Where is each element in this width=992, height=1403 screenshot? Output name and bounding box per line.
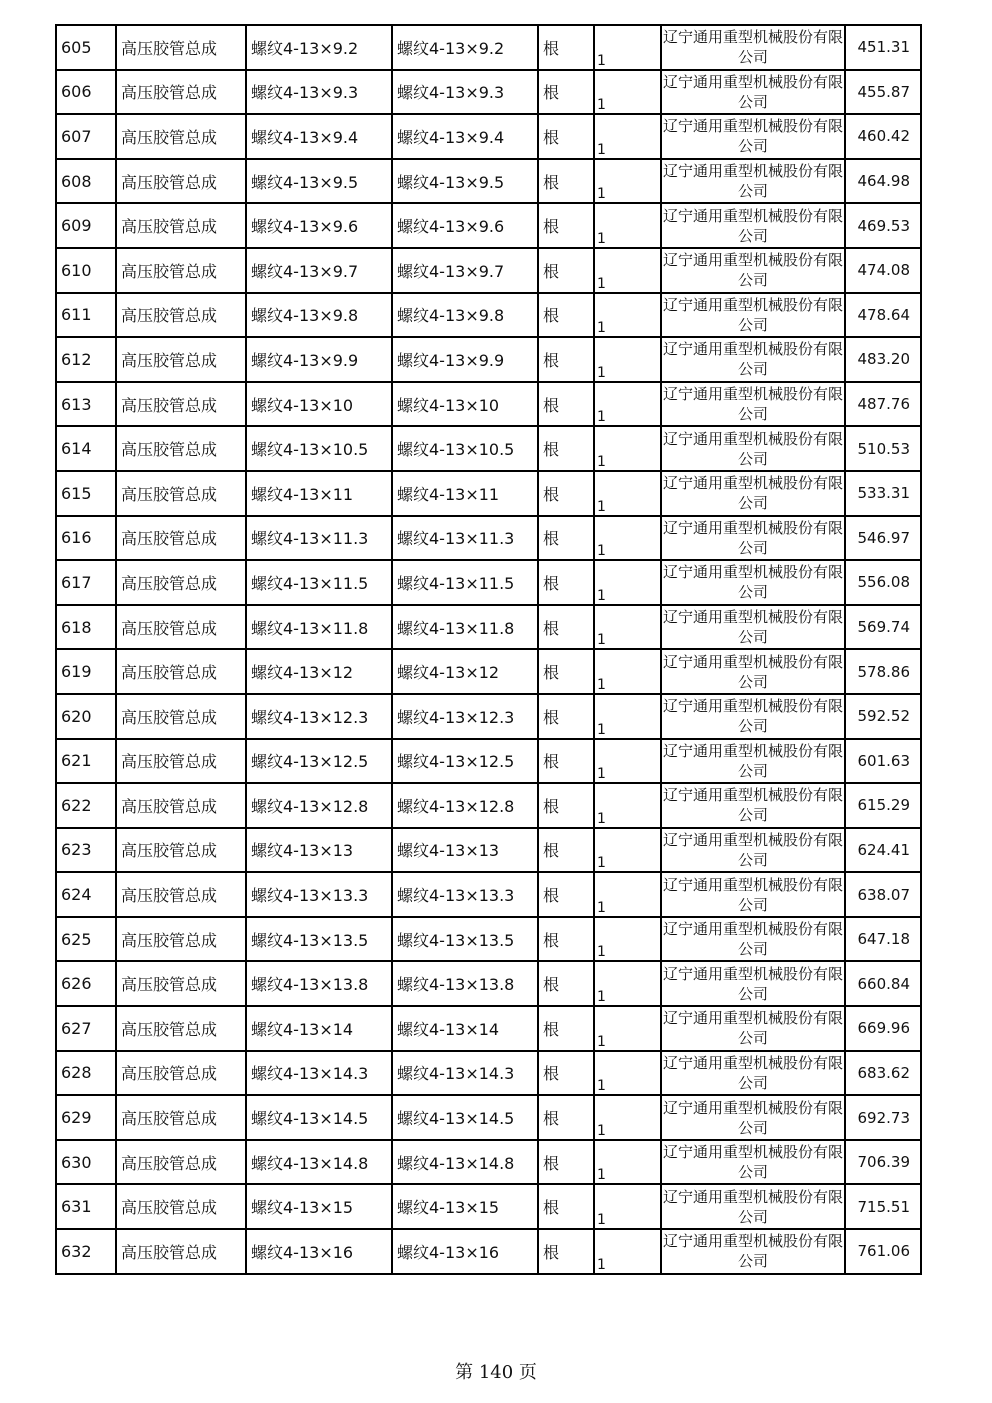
item-quantity: 1: [594, 1184, 661, 1229]
item-name: 高压胶管总成: [116, 426, 246, 471]
item-price: 487.76: [845, 382, 921, 427]
item-quantity: 1: [594, 516, 661, 561]
item-name: 高压胶管总成: [116, 872, 246, 917]
item-name: 高压胶管总成: [116, 337, 246, 382]
item-name: 高压胶管总成: [116, 961, 246, 1006]
item-name: 高压胶管总成: [116, 649, 246, 694]
item-number: 618: [56, 605, 116, 650]
item-model: 螺纹4-13×13.8: [392, 961, 538, 1006]
table-row: [56, 1095, 921, 1140]
table-row: [56, 872, 921, 917]
item-price: 474.08: [845, 248, 921, 293]
item-model: 螺纹4-13×12.3: [392, 694, 538, 739]
item-spec: 螺纹4-13×9.9: [246, 337, 392, 382]
item-name: 高压胶管总成: [116, 1006, 246, 1051]
table-row: [56, 1051, 921, 1096]
item-name: 高压胶管总成: [116, 471, 246, 516]
item-model: 螺纹4-13×13.5: [392, 917, 538, 962]
item-spec: 螺纹4-13×9.2: [246, 25, 392, 70]
item-manufacturer: 辽宁通用重型机械股份有限公司: [661, 293, 845, 338]
item-unit: 根: [538, 471, 594, 516]
item-price: 660.84: [845, 961, 921, 1006]
item-number: 605: [56, 25, 116, 70]
item-quantity: 1: [594, 1229, 661, 1274]
item-model: 螺纹4-13×9.3: [392, 70, 538, 115]
item-number: 620: [56, 694, 116, 739]
item-manufacturer: 辽宁通用重型机械股份有限公司: [661, 114, 845, 159]
item-price: 647.18: [845, 917, 921, 962]
item-spec: 螺纹4-13×9.3: [246, 70, 392, 115]
item-number: 629: [56, 1095, 116, 1140]
item-number: 607: [56, 114, 116, 159]
item-name: 高压胶管总成: [116, 783, 246, 828]
item-quantity: 1: [594, 605, 661, 650]
item-price: 601.63: [845, 739, 921, 784]
item-model: 螺纹4-13×12.5: [392, 739, 538, 784]
item-unit: 根: [538, 159, 594, 204]
table-row: [56, 739, 921, 784]
item-unit: 根: [538, 426, 594, 471]
table-body: [56, 25, 921, 1274]
item-number: 609: [56, 203, 116, 248]
item-name: 高压胶管总成: [116, 1095, 246, 1140]
item-quantity: 1: [594, 1006, 661, 1051]
item-manufacturer: 辽宁通用重型机械股份有限公司: [661, 872, 845, 917]
table-row: [56, 1140, 921, 1185]
item-price: 451.31: [845, 25, 921, 70]
item-number: 628: [56, 1051, 116, 1096]
item-quantity: 1: [594, 828, 661, 873]
item-price: 460.42: [845, 114, 921, 159]
item-spec: 螺纹4-13×10.5: [246, 426, 392, 471]
item-price: 669.96: [845, 1006, 921, 1051]
page-number: 第 140 页: [455, 1362, 537, 1383]
item-unit: 根: [538, 293, 594, 338]
table-row: [56, 203, 921, 248]
table-row: [56, 382, 921, 427]
item-model: 螺纹4-13×11.3: [392, 516, 538, 561]
item-unit: 根: [538, 739, 594, 784]
item-name: 高压胶管总成: [116, 159, 246, 204]
item-price: 683.62: [845, 1051, 921, 1096]
item-model: 螺纹4-13×9.8: [392, 293, 538, 338]
item-quantity: 1: [594, 917, 661, 962]
item-model: 螺纹4-13×14: [392, 1006, 538, 1051]
item-manufacturer: 辽宁通用重型机械股份有限公司: [661, 1051, 845, 1096]
item-manufacturer: 辽宁通用重型机械股份有限公司: [661, 159, 845, 204]
item-name: 高压胶管总成: [116, 694, 246, 739]
item-name: 高压胶管总成: [116, 114, 246, 159]
item-quantity: 1: [594, 1095, 661, 1140]
item-quantity: 1: [594, 560, 661, 605]
item-spec: 螺纹4-13×14.8: [246, 1140, 392, 1185]
item-unit: 根: [538, 1140, 594, 1185]
item-manufacturer: 辽宁通用重型机械股份有限公司: [661, 560, 845, 605]
item-spec: 螺纹4-13×9.6: [246, 203, 392, 248]
item-number: 612: [56, 337, 116, 382]
item-unit: 根: [538, 382, 594, 427]
item-manufacturer: 辽宁通用重型机械股份有限公司: [661, 426, 845, 471]
item-manufacturer: 辽宁通用重型机械股份有限公司: [661, 694, 845, 739]
item-quantity: 1: [594, 961, 661, 1006]
item-price: 546.97: [845, 516, 921, 561]
item-model: 螺纹4-13×10: [392, 382, 538, 427]
item-name: 高压胶管总成: [116, 739, 246, 784]
price-table: [55, 24, 922, 1275]
item-unit: 根: [538, 828, 594, 873]
item-spec: 螺纹4-13×11.8: [246, 605, 392, 650]
item-model: 螺纹4-13×9.7: [392, 248, 538, 293]
item-number: 625: [56, 917, 116, 962]
item-spec: 螺纹4-13×14.3: [246, 1051, 392, 1096]
item-price: 592.52: [845, 694, 921, 739]
item-spec: 螺纹4-13×16: [246, 1229, 392, 1274]
item-spec: 螺纹4-13×14.5: [246, 1095, 392, 1140]
item-number: 626: [56, 961, 116, 1006]
item-number: 614: [56, 426, 116, 471]
item-price: 483.20: [845, 337, 921, 382]
item-number: 610: [56, 248, 116, 293]
item-price: 638.07: [845, 872, 921, 917]
item-quantity: 1: [594, 159, 661, 204]
item-spec: 螺纹4-13×12.8: [246, 783, 392, 828]
table-row: [56, 248, 921, 293]
table-row: [56, 961, 921, 1006]
item-spec: 螺纹4-13×12: [246, 649, 392, 694]
item-spec: 螺纹4-13×13: [246, 828, 392, 873]
table-row: [56, 694, 921, 739]
item-price: 556.08: [845, 560, 921, 605]
item-spec: 螺纹4-13×9.5: [246, 159, 392, 204]
item-quantity: 1: [594, 783, 661, 828]
item-spec: 螺纹4-13×13.3: [246, 872, 392, 917]
item-price: 624.41: [845, 828, 921, 873]
item-name: 高压胶管总成: [116, 917, 246, 962]
item-number: 627: [56, 1006, 116, 1051]
item-quantity: 1: [594, 694, 661, 739]
item-quantity: 1: [594, 649, 661, 694]
item-model: 螺纹4-13×13: [392, 828, 538, 873]
table-row: [56, 471, 921, 516]
item-unit: 根: [538, 248, 594, 293]
item-unit: 根: [538, 516, 594, 561]
item-name: 高压胶管总成: [116, 1140, 246, 1185]
table-row: [56, 426, 921, 471]
item-quantity: 1: [594, 382, 661, 427]
item-price: 692.73: [845, 1095, 921, 1140]
item-manufacturer: 辽宁通用重型机械股份有限公司: [661, 739, 845, 784]
item-model: 螺纹4-13×11: [392, 471, 538, 516]
item-spec: 螺纹4-13×14: [246, 1006, 392, 1051]
item-unit: 根: [538, 203, 594, 248]
item-unit: 根: [538, 1229, 594, 1274]
item-unit: 根: [538, 560, 594, 605]
table-row: [56, 337, 921, 382]
item-model: 螺纹4-13×12.8: [392, 783, 538, 828]
item-model: 螺纹4-13×14.3: [392, 1051, 538, 1096]
item-model: 螺纹4-13×9.5: [392, 159, 538, 204]
item-spec: 螺纹4-13×9.4: [246, 114, 392, 159]
item-number: 616: [56, 516, 116, 561]
item-number: 632: [56, 1229, 116, 1274]
item-name: 高压胶管总成: [116, 516, 246, 561]
item-spec: 螺纹4-13×11: [246, 471, 392, 516]
item-name: 高压胶管总成: [116, 828, 246, 873]
item-number: 623: [56, 828, 116, 873]
item-manufacturer: 辽宁通用重型机械股份有限公司: [661, 961, 845, 1006]
table-row: [56, 1184, 921, 1229]
item-number: 622: [56, 783, 116, 828]
item-price: 533.31: [845, 471, 921, 516]
item-quantity: 1: [594, 1051, 661, 1096]
item-number: 615: [56, 471, 116, 516]
table-row: [56, 917, 921, 962]
item-quantity: 1: [594, 203, 661, 248]
item-number: 606: [56, 70, 116, 115]
item-spec: 螺纹4-13×13.8: [246, 961, 392, 1006]
item-manufacturer: 辽宁通用重型机械股份有限公司: [661, 1184, 845, 1229]
item-model: 螺纹4-13×11.5: [392, 560, 538, 605]
item-unit: 根: [538, 1006, 594, 1051]
item-unit: 根: [538, 1184, 594, 1229]
item-manufacturer: 辽宁通用重型机械股份有限公司: [661, 917, 845, 962]
item-manufacturer: 辽宁通用重型机械股份有限公司: [661, 337, 845, 382]
item-price: 615.29: [845, 783, 921, 828]
item-manufacturer: 辽宁通用重型机械股份有限公司: [661, 828, 845, 873]
table-row: [56, 70, 921, 115]
item-price: 469.53: [845, 203, 921, 248]
table-row: [56, 25, 921, 70]
item-manufacturer: 辽宁通用重型机械股份有限公司: [661, 1095, 845, 1140]
item-price: 706.39: [845, 1140, 921, 1185]
item-number: 631: [56, 1184, 116, 1229]
item-name: 高压胶管总成: [116, 1229, 246, 1274]
item-unit: 根: [538, 70, 594, 115]
item-model: 螺纹4-13×9.2: [392, 25, 538, 70]
item-spec: 螺纹4-13×9.8: [246, 293, 392, 338]
item-price: 569.74: [845, 605, 921, 650]
item-quantity: 1: [594, 248, 661, 293]
table-row: [56, 1229, 921, 1274]
item-unit: 根: [538, 649, 594, 694]
item-name: 高压胶管总成: [116, 203, 246, 248]
item-model: 螺纹4-13×11.8: [392, 605, 538, 650]
item-price: 478.64: [845, 293, 921, 338]
table-row: [56, 649, 921, 694]
item-model: 螺纹4-13×15: [392, 1184, 538, 1229]
item-unit: 根: [538, 872, 594, 917]
item-name: 高压胶管总成: [116, 248, 246, 293]
item-manufacturer: 辽宁通用重型机械股份有限公司: [661, 70, 845, 115]
item-manufacturer: 辽宁通用重型机械股份有限公司: [661, 605, 845, 650]
item-unit: 根: [538, 783, 594, 828]
item-model: 螺纹4-13×13.3: [392, 872, 538, 917]
table-row: [56, 560, 921, 605]
item-price: 455.87: [845, 70, 921, 115]
item-spec: 螺纹4-13×11.5: [246, 560, 392, 605]
item-number: 624: [56, 872, 116, 917]
item-manufacturer: 辽宁通用重型机械股份有限公司: [661, 516, 845, 561]
item-model: 螺纹4-13×12: [392, 649, 538, 694]
item-price: 464.98: [845, 159, 921, 204]
item-name: 高压胶管总成: [116, 605, 246, 650]
item-model: 螺纹4-13×9.4: [392, 114, 538, 159]
item-spec: 螺纹4-13×13.5: [246, 917, 392, 962]
item-name: 高压胶管总成: [116, 1051, 246, 1096]
item-spec: 螺纹4-13×10: [246, 382, 392, 427]
item-spec: 螺纹4-13×12.5: [246, 739, 392, 784]
table-row: [56, 783, 921, 828]
item-name: 高压胶管总成: [116, 25, 246, 70]
item-number: 617: [56, 560, 116, 605]
item-quantity: 1: [594, 114, 661, 159]
item-manufacturer: 辽宁通用重型机械股份有限公司: [661, 1006, 845, 1051]
item-manufacturer: 辽宁通用重型机械股份有限公司: [661, 649, 845, 694]
table-row: [56, 828, 921, 873]
item-model: 螺纹4-13×9.6: [392, 203, 538, 248]
item-number: 621: [56, 739, 116, 784]
item-number: 608: [56, 159, 116, 204]
item-unit: 根: [538, 694, 594, 739]
item-manufacturer: 辽宁通用重型机械股份有限公司: [661, 203, 845, 248]
item-quantity: 1: [594, 70, 661, 115]
item-price: 578.86: [845, 649, 921, 694]
table-row: [56, 114, 921, 159]
item-unit: 根: [538, 605, 594, 650]
item-price: 761.06: [845, 1229, 921, 1274]
item-quantity: 1: [594, 293, 661, 338]
item-price: 510.53: [845, 426, 921, 471]
item-spec: 螺纹4-13×9.7: [246, 248, 392, 293]
item-model: 螺纹4-13×9.9: [392, 337, 538, 382]
item-quantity: 1: [594, 739, 661, 784]
item-name: 高压胶管总成: [116, 1184, 246, 1229]
item-quantity: 1: [594, 337, 661, 382]
item-manufacturer: 辽宁通用重型机械股份有限公司: [661, 1140, 845, 1185]
item-quantity: 1: [594, 471, 661, 516]
item-manufacturer: 辽宁通用重型机械股份有限公司: [661, 471, 845, 516]
item-quantity: 1: [594, 25, 661, 70]
item-unit: 根: [538, 337, 594, 382]
item-name: 高压胶管总成: [116, 293, 246, 338]
item-spec: 螺纹4-13×12.3: [246, 694, 392, 739]
item-price: 715.51: [845, 1184, 921, 1229]
item-number: 613: [56, 382, 116, 427]
table-row: [56, 159, 921, 204]
item-model: 螺纹4-13×14.8: [392, 1140, 538, 1185]
item-number: 611: [56, 293, 116, 338]
item-name: 高压胶管总成: [116, 70, 246, 115]
item-unit: 根: [538, 917, 594, 962]
table-row: [56, 1006, 921, 1051]
item-manufacturer: 辽宁通用重型机械股份有限公司: [661, 1229, 845, 1274]
item-manufacturer: 辽宁通用重型机械股份有限公司: [661, 382, 845, 427]
item-unit: 根: [538, 1051, 594, 1096]
item-unit: 根: [538, 961, 594, 1006]
item-model: 螺纹4-13×10.5: [392, 426, 538, 471]
item-spec: 螺纹4-13×15: [246, 1184, 392, 1229]
item-name: 高压胶管总成: [116, 382, 246, 427]
item-unit: 根: [538, 114, 594, 159]
item-manufacturer: 辽宁通用重型机械股份有限公司: [661, 248, 845, 293]
item-manufacturer: 辽宁通用重型机械股份有限公司: [661, 25, 845, 70]
item-quantity: 1: [594, 426, 661, 471]
table-row: [56, 605, 921, 650]
item-number: 630: [56, 1140, 116, 1185]
item-manufacturer: 辽宁通用重型机械股份有限公司: [661, 783, 845, 828]
item-quantity: 1: [594, 1140, 661, 1185]
item-model: 螺纹4-13×14.5: [392, 1095, 538, 1140]
item-unit: 根: [538, 25, 594, 70]
item-name: 高压胶管总成: [116, 560, 246, 605]
item-model: 螺纹4-13×16: [392, 1229, 538, 1274]
item-spec: 螺纹4-13×11.3: [246, 516, 392, 561]
item-unit: 根: [538, 1095, 594, 1140]
table-row: [56, 293, 921, 338]
item-quantity: 1: [594, 872, 661, 917]
table-row: [56, 516, 921, 561]
item-number: 619: [56, 649, 116, 694]
